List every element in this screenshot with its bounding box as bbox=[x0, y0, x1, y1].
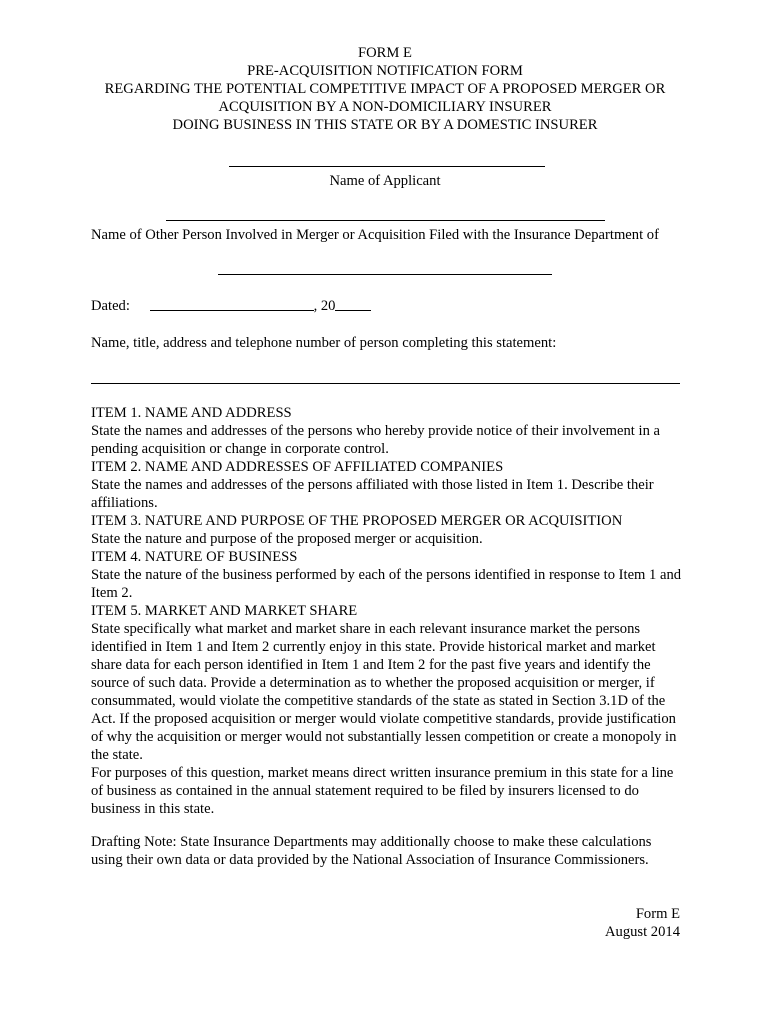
dated-year-prefix: , 20 bbox=[313, 298, 336, 314]
item-1-body: State the names and addresses of the persons who hereby provide notice of their involvement in a pending acquisition or change in corporate control. bbox=[91, 423, 660, 457]
item-2-body: State the names and addresses of the persons affiliated with those listed in Item 1. Describe their affiliations. bbox=[91, 477, 654, 511]
drafting-note: Drafting Note: State Insurance Departments may additionally choose to make these calculations using their own data or data provided by the National Association of Insurance Commissioners. bbox=[91, 834, 652, 868]
form-description-line-2: ACQUISITION BY A NON-DOMICILIARY INSURER bbox=[218, 99, 552, 115]
item-1-heading: ITEM 1. NAME AND ADDRESS bbox=[91, 405, 292, 421]
applicant-label: Name of Applicant bbox=[329, 173, 441, 189]
dated-year-field[interactable] bbox=[335, 297, 371, 311]
item-3-body: State the nature and purpose of the proposed merger or acquisition. bbox=[91, 531, 483, 547]
other-person-label: Name of Other Person Involved in Merger or Acquisition Filed with the Insurance Department of bbox=[91, 227, 659, 243]
footer-form-name: Form E bbox=[635, 906, 680, 922]
dated-day-field[interactable] bbox=[150, 297, 314, 311]
item-3-heading: ITEM 3. NATURE AND PURPOSE OF THE PROPOSED MERGER OR ACQUISITION bbox=[91, 513, 623, 529]
dated-row bbox=[91, 297, 371, 315]
item-4-heading: ITEM 4. NATURE OF BUSINESS bbox=[91, 549, 298, 565]
page-footer bbox=[605, 905, 680, 941]
completing-person-line[interactable] bbox=[91, 383, 680, 384]
form-title: FORM E bbox=[358, 45, 412, 61]
form-description-line-1: REGARDING THE POTENTIAL COMPETITIVE IMPACT OF A PROPOSED MERGER OR bbox=[104, 81, 666, 97]
applicant-signature-line[interactable] bbox=[229, 166, 545, 167]
item-2-heading: ITEM 2. NAME AND ADDRESSES OF AFFILIATED COMPANIES bbox=[91, 459, 504, 475]
footer-revision-date: August 2014 bbox=[605, 924, 680, 940]
item-4-body: State the nature of the business performed by each of the persons identified in response to Item 1 and Item 2. bbox=[91, 567, 682, 601]
item-5-market-definition: For purposes of this question, market means direct written insurance premium in this state for a line of business as contained in the annual statement required to be filed by insurers licensed to do business in this state. bbox=[91, 765, 674, 817]
item-5-body: State specifically what market and market share in each relevant insurance market the persons identified in Item 1 and Item 2 currently enjoy in this state. Provide historical market and market share data for each person identified in Item 1 and Item 2 for the past five years and identify the source of such data. Provide a determination as to whether the proposed acquisition or merger, if consummated, would violate the competitive standards of the state as stated in Section 3.1D of the Act. If the proposed acquisition or merger would violate competitive standards, provide justification of why the acquisition or merger would not substantially lessen competition or create a monopoly in the state. bbox=[91, 621, 677, 763]
form-header bbox=[80, 44, 690, 134]
form-subtitle: PRE-ACQUISITION NOTIFICATION FORM bbox=[247, 63, 523, 79]
items-section bbox=[91, 404, 683, 818]
other-person-signature-line[interactable] bbox=[166, 220, 605, 221]
dated-label: Dated: bbox=[91, 298, 130, 314]
item-5-heading: ITEM 5. MARKET AND MARKET SHARE bbox=[91, 603, 358, 619]
completing-person-label: Name, title, address and telephone number of person completing this statement: bbox=[91, 335, 557, 351]
insurance-department-line[interactable] bbox=[218, 274, 552, 275]
form-description-line-3: DOING BUSINESS IN THIS STATE OR BY A DOMESTIC INSURER bbox=[172, 117, 598, 133]
